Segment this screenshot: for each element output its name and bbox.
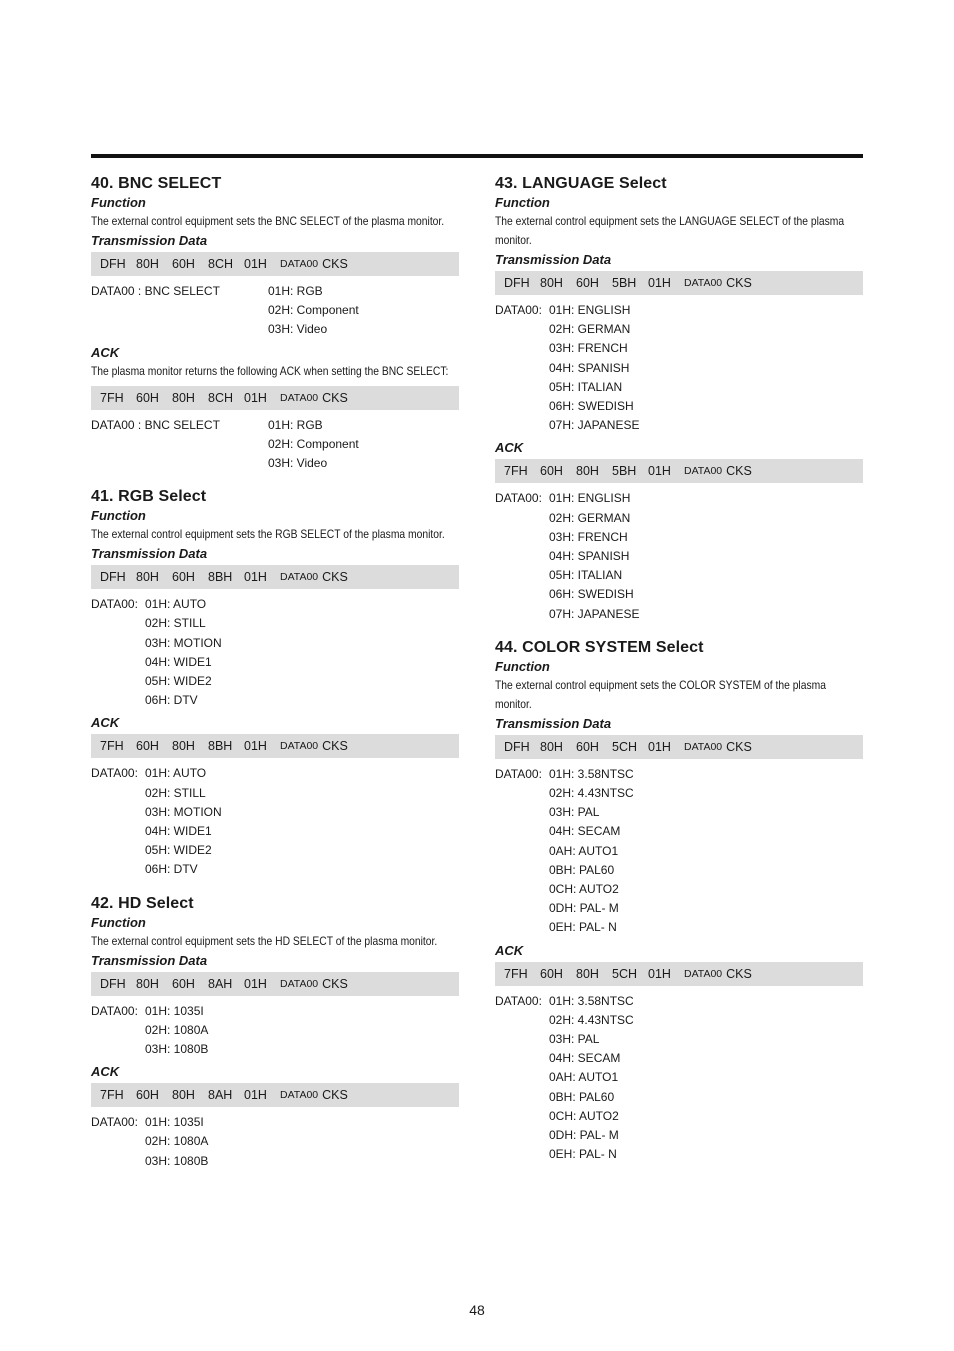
data-bytes-bar [495, 735, 863, 759]
command-section [91, 894, 459, 1171]
option-item: 01H: 3.58NTSC [549, 993, 634, 1008]
option-item: 03H: 1080B [145, 1153, 209, 1168]
byte-cell: 80H [136, 257, 159, 271]
byte-cell: CKS [322, 390, 348, 405]
option-item: 06H: SWEDISH [549, 399, 634, 414]
command-section [91, 487, 459, 879]
option-item: 0DH: PAL- M [549, 1128, 619, 1143]
byte-cell: DATA00 [280, 740, 319, 753]
byte-cell: DATA00 [684, 967, 723, 980]
byte-cell: DFH [504, 276, 530, 290]
byte-cell: 7FH [100, 390, 124, 405]
byte-cell: DATA00 [684, 465, 723, 478]
byte-cell: 01H [244, 739, 267, 754]
option-item: 03H: PAL [549, 805, 600, 820]
data-label: DATA00: [91, 1115, 138, 1130]
byte-cell: 5BH [612, 276, 637, 290]
data-label: DATA00 : BNC SELECT [91, 417, 220, 432]
byte-cell: 60H [136, 390, 159, 405]
byte-cell: DFH [100, 570, 126, 585]
byte-cell: 60H [136, 1088, 159, 1103]
option-item: 01H: RGB [268, 417, 323, 432]
byte-cell: 01H [648, 276, 671, 290]
data-values [495, 992, 863, 1165]
option-item: 02H: 1080A [145, 1134, 209, 1149]
transmission-heading: Transmission Data [495, 715, 612, 731]
byte-cell: DFH [100, 257, 126, 271]
function-heading: Function [91, 914, 146, 930]
byte-cell: CKS [726, 739, 752, 754]
option-item: 04H: SECAM [549, 824, 621, 839]
option-item: 05H: WIDE2 [145, 843, 212, 858]
option-item: 01H: 3.58NTSC [549, 766, 634, 781]
option-item: 02H: STILL [145, 785, 206, 800]
byte-cell: 8CH [208, 257, 234, 271]
data-values [91, 764, 459, 879]
option-item: 0CH: AUTO2 [549, 1108, 619, 1123]
byte-cell: DATA00 [280, 1089, 319, 1102]
byte-cell: 7FH [100, 1088, 124, 1103]
byte-cell: CKS [726, 276, 752, 290]
function-heading: Function [495, 195, 550, 210]
byte-cell: 60H [540, 464, 563, 479]
byte-cell: 5CH [612, 966, 638, 981]
function-description: The external control equipment sets the RGB SELECT of the plasma monitor. [91, 527, 445, 542]
byte-cell: 80H [172, 739, 195, 754]
data-values [495, 301, 863, 435]
option-item: 05H: ITALIAN [549, 568, 623, 583]
byte-cell: 8AH [208, 976, 233, 991]
byte-cell: CKS [322, 257, 348, 271]
byte-cell: 8CH [208, 390, 234, 405]
byte-cell: CKS [322, 739, 348, 754]
left-column [91, 174, 459, 1174]
option-item: 03H: Video [268, 322, 328, 337]
function-description: The external control equipment sets the HD SELECT of the plasma monitor. [91, 933, 438, 948]
option-list [549, 301, 639, 435]
option-item: 04H: SPANISH [549, 549, 630, 564]
option-item: 0EH: PAL- N [549, 920, 617, 935]
option-item: 06H: DTV [145, 862, 198, 877]
option-item: 0BH: PAL60 [549, 862, 615, 877]
data-bytes-bar [91, 252, 459, 276]
command-section [91, 174, 459, 473]
option-item: 03H: PAL [549, 1032, 600, 1047]
byte-cell: CKS [322, 976, 348, 991]
option-item: 03H: MOTION [145, 804, 222, 819]
byte-cell: 80H [576, 966, 599, 981]
transmission-heading: Transmission Data [495, 252, 612, 267]
option-item: 0DH: PAL- M [549, 901, 619, 916]
option-item: 01H: AUTO [145, 597, 207, 612]
byte-cell: DFH [504, 739, 530, 754]
byte-cell: 80H [172, 1088, 195, 1103]
option-item: 0CH: AUTO2 [549, 882, 619, 897]
data-label: DATA00 : BNC SELECT [91, 284, 220, 298]
byte-cell: 5CH [612, 739, 638, 754]
section-title: 40. BNC SELECT [91, 175, 222, 192]
byte-cell: DFH [100, 976, 126, 991]
function-description: The external control equipment sets the BNC SELECT of the plasma monitor. [91, 214, 445, 228]
data-label: DATA00: [91, 1003, 138, 1018]
byte-cell: 7FH [504, 966, 528, 981]
byte-cell: DATA00 [280, 977, 319, 990]
option-list [549, 489, 639, 623]
data-values [91, 1002, 459, 1060]
option-item: 01H: AUTO [145, 766, 207, 781]
data-label: DATA00: [495, 303, 542, 317]
byte-cell: DATA00 [684, 277, 723, 289]
option-list [268, 282, 359, 340]
page-number: 48 [469, 1302, 485, 1318]
byte-cell: 80H [136, 976, 159, 991]
byte-cell: DATA00 [684, 740, 723, 753]
option-item: 0EH: PAL- N [549, 1147, 617, 1162]
ack-heading: ACK [91, 1064, 120, 1080]
option-item: 02H: 4.43NTSC [549, 786, 634, 801]
data-bytes-bar [495, 459, 863, 483]
section-title: 41. RGB Select [91, 488, 207, 506]
function-description: The external control equipment sets the LANGUAGE SELECT of the plasma monitor. [495, 214, 845, 247]
data-bytes-bar [91, 386, 459, 410]
byte-cell: 01H [244, 1088, 267, 1103]
data-values [91, 1113, 459, 1171]
option-item: 02H: Component [268, 436, 359, 451]
byte-cell: 01H [648, 739, 671, 754]
header-rule [91, 154, 863, 158]
option-item: 04H: WIDE1 [145, 654, 212, 669]
option-item: 03H: FRENCH [549, 341, 628, 356]
option-list [268, 416, 359, 474]
option-item: 05H: ITALIAN [549, 379, 623, 394]
ack-description: The plasma monitor returns the following ACK when setting the BNC SELECT: [91, 363, 449, 378]
byte-cell: CKS [322, 570, 348, 585]
right-column [495, 174, 863, 1168]
byte-cell: 5BH [612, 464, 637, 479]
command-section [495, 174, 863, 624]
option-item: 04H: SECAM [549, 1051, 621, 1066]
option-list [145, 764, 222, 879]
option-list [549, 765, 634, 938]
option-item: 02H: 1080A [145, 1022, 209, 1037]
ack-heading: ACK [91, 344, 120, 360]
data-label: DATA00: [495, 993, 542, 1008]
option-item: 0BH: PAL60 [549, 1089, 615, 1104]
byte-cell: 60H [172, 570, 195, 585]
data-bytes-bar [91, 565, 459, 589]
option-item: 04H: WIDE1 [145, 824, 212, 839]
option-item: 04H: SPANISH [549, 360, 630, 375]
option-item: 01H: 1035I [145, 1115, 204, 1130]
byte-cell: 80H [540, 739, 563, 754]
transmission-heading: Transmission Data [91, 233, 208, 248]
option-item: 01H: ENGLISH [549, 491, 631, 506]
data-values [495, 765, 863, 938]
ack-heading: ACK [495, 942, 524, 958]
byte-cell: DATA00 [280, 571, 319, 584]
byte-cell: 60H [540, 966, 563, 981]
data-values [91, 416, 459, 474]
option-list [145, 595, 222, 710]
byte-cell: 8BH [208, 570, 233, 585]
option-item: 02H: STILL [145, 616, 206, 631]
data-bytes-bar [91, 972, 459, 996]
option-item: 06H: SWEDISH [549, 587, 634, 602]
option-item: 06H: DTV [145, 693, 198, 708]
option-item: 03H: MOTION [145, 635, 222, 650]
transmission-heading: Transmission Data [91, 546, 208, 562]
ack-heading: ACK [495, 440, 524, 456]
byte-cell: 01H [244, 976, 267, 991]
data-values [495, 489, 863, 623]
option-item: 02H: Component [268, 303, 359, 318]
byte-cell: DATA00 [280, 391, 319, 404]
data-values [91, 282, 459, 340]
ack-heading: ACK [91, 715, 120, 731]
data-bytes-bar [495, 271, 863, 295]
option-list [145, 1113, 208, 1171]
byte-cell: CKS [322, 1088, 348, 1103]
data-bytes-bar [91, 734, 459, 758]
option-item: 03H: Video [268, 456, 328, 471]
byte-cell: 60H [136, 739, 159, 754]
function-heading: Function [495, 658, 550, 674]
byte-cell: 01H [244, 570, 267, 585]
byte-cell: 80H [172, 390, 195, 405]
data-label: DATA00: [495, 766, 542, 781]
option-item: 05H: WIDE2 [145, 674, 212, 689]
byte-cell: 01H [244, 257, 267, 271]
data-label: DATA00: [91, 766, 138, 781]
data-values [91, 595, 459, 710]
byte-cell: CKS [726, 464, 752, 479]
section-title: 42. HD Select [91, 894, 194, 912]
option-item: 01H: 1035I [145, 1003, 204, 1018]
transmission-heading: Transmission Data [91, 952, 208, 968]
option-item: 02H: 4.43NTSC [549, 1012, 634, 1027]
byte-cell: DATA00 [280, 258, 319, 270]
byte-cell: 01H [648, 464, 671, 479]
byte-cell: 80H [576, 464, 599, 479]
option-item: 01H: ENGLISH [549, 303, 631, 317]
byte-cell: 8BH [208, 739, 233, 754]
byte-cell: CKS [726, 966, 752, 981]
byte-cell: 7FH [100, 739, 124, 754]
option-item: 01H: RGB [268, 284, 323, 298]
byte-cell: 60H [576, 739, 599, 754]
option-item: 03H: 1080B [145, 1042, 209, 1057]
function-heading: Function [91, 195, 146, 210]
option-list [145, 1002, 208, 1060]
byte-cell: 01H [648, 966, 671, 981]
byte-cell: 60H [172, 976, 195, 991]
data-bytes-bar [91, 1083, 459, 1107]
option-item: 07H: JAPANESE [549, 606, 640, 621]
data-label: DATA00: [91, 597, 138, 612]
byte-cell: 7FH [504, 464, 528, 479]
option-list [549, 992, 634, 1165]
section-title: 43. LANGUAGE Select [495, 175, 667, 192]
byte-cell: 8AH [208, 1088, 233, 1103]
data-label: DATA00: [495, 491, 542, 506]
option-item: 0AH: AUTO1 [549, 843, 619, 858]
function-description: The external control equipment sets the COLOR SYSTEM of the plasma monitor. [495, 677, 826, 711]
byte-cell: 80H [540, 276, 563, 290]
option-item: 07H: JAPANESE [549, 418, 640, 433]
section-title: 44. COLOR SYSTEM Select [495, 638, 704, 656]
byte-cell: 60H [172, 257, 195, 271]
option-item: 0AH: AUTO1 [549, 1070, 619, 1085]
byte-cell: 01H [244, 390, 267, 405]
byte-cell: 80H [136, 570, 159, 585]
option-item: 02H: GERMAN [549, 510, 631, 525]
option-item: 03H: FRENCH [549, 529, 628, 544]
byte-cell: 60H [576, 276, 599, 290]
command-section [495, 638, 863, 1165]
data-bytes-bar [495, 962, 863, 986]
function-heading: Function [91, 508, 146, 524]
option-item: 02H: GERMAN [549, 322, 631, 337]
